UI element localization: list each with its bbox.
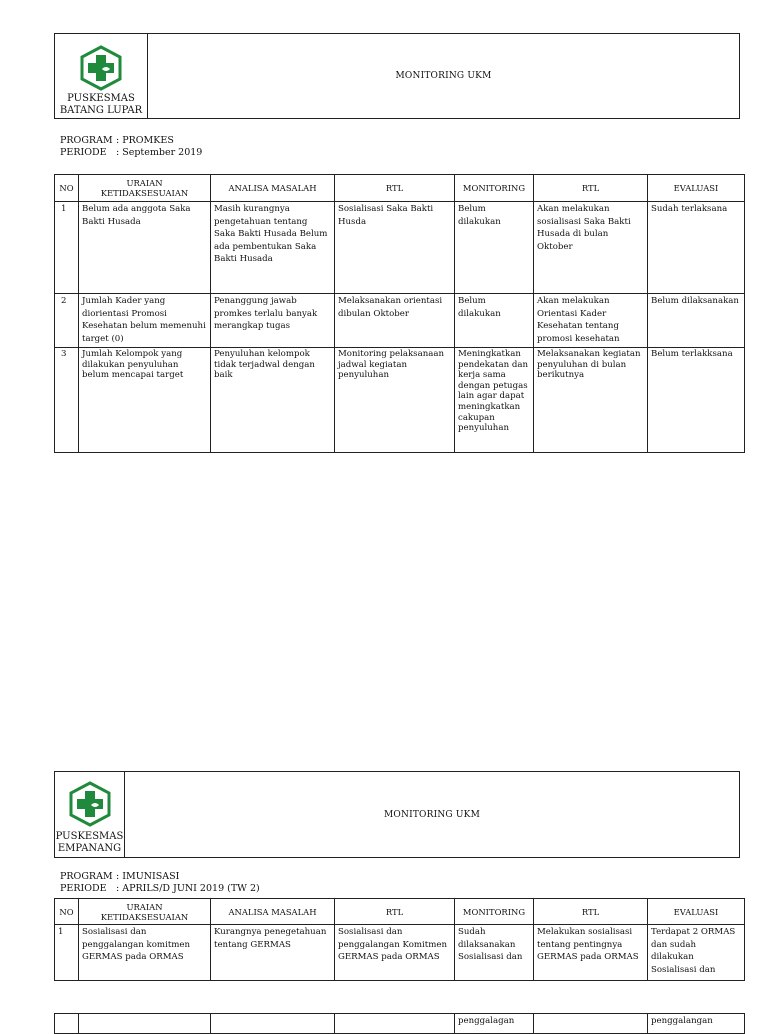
org-name-line2: BATANG LUPAR (59, 105, 143, 116)
org-name-line1: PUSKESMAS (67, 93, 135, 104)
cell-uraian: Belum ada anggota Saka Bakti Husada (79, 202, 211, 294)
cell-no: 1 (55, 202, 79, 294)
cell-rtl: Sosialisasi dan penggalangan Komitmen GERMAS pada ORMAS (335, 925, 455, 981)
cell-no: 2 (55, 294, 79, 348)
logo-cell (55, 772, 125, 857)
cell-evaluasi: Sudah terlaksana (648, 202, 745, 294)
periode-line (60, 147, 202, 159)
col-header-analisa: ANALISA MASALAH (211, 899, 335, 925)
header-box (54, 33, 740, 119)
document-title: MONITORING UKM (384, 809, 480, 820)
program-value: : PROMKES (116, 135, 174, 146)
col-header-rtl-2: RTL (534, 175, 648, 202)
cell-no: 1 (55, 925, 79, 981)
cell-evaluasi: Terdapat 2 ORMAS dan sudah dilakukan Sosialisasi dan (648, 925, 745, 981)
cell-no: 3 (55, 348, 79, 453)
cell-evaluasi: Belum terlakksana (648, 348, 745, 453)
table-row (55, 202, 745, 294)
cell-rtl-2: Akan melakukan sosialisasi Saka Bakti Husada di bulan Oktober (534, 202, 648, 294)
cell-rtl-2: Melakukan sosialisasi tentang pentingnya GERMAS pada ORMAS (534, 925, 648, 981)
col-header-rtl: RTL (335, 175, 455, 202)
cell-evaluasi: Belum dilaksanakan (648, 294, 745, 348)
org-name-line2: EMPANANG (57, 843, 122, 854)
table-header-row (55, 899, 745, 925)
col-header-uraian: URAIAN KETIDAKSESUAIAN (79, 175, 211, 202)
program-line (60, 135, 174, 147)
periode-value: : September 2019 (116, 147, 203, 158)
table-row (55, 925, 745, 981)
program-line (60, 871, 179, 883)
periode-label: PERIODE (60, 883, 107, 894)
cell-uraian: Sosialisasi dan penggalangan komitmen GERMAS pada ORMAS (79, 925, 211, 981)
cell-analisa: Penyuluhan kelompok tidak terjadwal dengan baik (211, 348, 335, 453)
periode-value: : APRILS/D JUNI 2019 (TW 2) (116, 883, 260, 894)
table-row (55, 348, 745, 453)
cell-monitoring: Belum dilakukan (455, 202, 534, 294)
cell-rtl-2: Akan melakukan Orientasi Kader Kesehatan tentang promosi kesehatan (534, 294, 648, 348)
kemenkes-logo-icon (78, 45, 124, 91)
cell-monitoring: Sudah dilaksanakan Sosialisasi dan (455, 925, 534, 981)
cell-uraian: Jumlah Kelompok yang dilakukan penyuluhan belum mencapai target (79, 348, 211, 453)
cell-rtl-2: Melaksanakan kegiatan penyuluhan di bulan berikutnya (534, 348, 648, 453)
monitoring-table (54, 174, 745, 453)
col-header-no: NO (55, 899, 79, 925)
monitoring-table (54, 898, 745, 981)
col-header-no: NO (55, 175, 79, 202)
cell-monitoring: Belum dilakukan (455, 294, 534, 348)
cell-monitoring: penggalagan (455, 1014, 534, 1034)
org-name-line1: PUSKESMAS (55, 831, 124, 842)
kemenkes-logo-icon (67, 781, 113, 827)
cell-rtl: Melaksanakan orientasi dibulan Oktober (335, 294, 455, 348)
periode-line (60, 883, 260, 895)
cell-monitoring: Meningkatkan pendekatan dan kerja sama dengan petugas lain agar dapat meningkatkan cakupan penyuluhan (455, 348, 534, 453)
cell-analisa: Kurangnya penegetahuan tentang GERMAS (211, 925, 335, 981)
cell-analisa: Masih kurangnya pengetahuan tentang Saka Bakti Husada Belum ada pembentukan Saka Bakti Husada (211, 202, 335, 294)
col-header-monitoring: MONITORING (455, 175, 534, 202)
col-header-monitoring: MONITORING (455, 899, 534, 925)
col-header-rtl: RTL (335, 899, 455, 925)
cell-rtl: Monitoring pelaksanaan jadwal kegiatan penyuluhan (335, 348, 455, 453)
cell-uraian: Jumlah Kader yang diorientasi Promosi Kesehatan belum memenuhi target (0) (79, 294, 211, 348)
periode-label: PERIODE (60, 147, 107, 158)
logo-cell (55, 34, 148, 118)
table-row (55, 294, 745, 348)
header-box (54, 771, 740, 858)
program-value: : IMUNISASI (116, 871, 180, 882)
program-label: PROGRAM (60, 135, 113, 146)
col-header-rtl-2: RTL (534, 899, 648, 925)
col-header-uraian: URAIAN KETIDAKSESUAIAN (79, 899, 211, 925)
col-header-evaluasi: EVALUASI (648, 899, 745, 925)
col-header-evaluasi: EVALUASI (648, 175, 745, 202)
cell-rtl: Sosialisasi Saka Bakti Husda (335, 202, 455, 294)
col-header-analisa: ANALISA MASALAH (211, 175, 335, 202)
cell-analisa: Penanggung jawab promkes terlalu banyak merangkap tugas (211, 294, 335, 348)
cell-evaluasi: penggalangan (648, 1014, 745, 1034)
document-title: MONITORING UKM (395, 71, 492, 81)
table-header-row (55, 175, 745, 202)
program-label: PROGRAM (60, 871, 113, 882)
